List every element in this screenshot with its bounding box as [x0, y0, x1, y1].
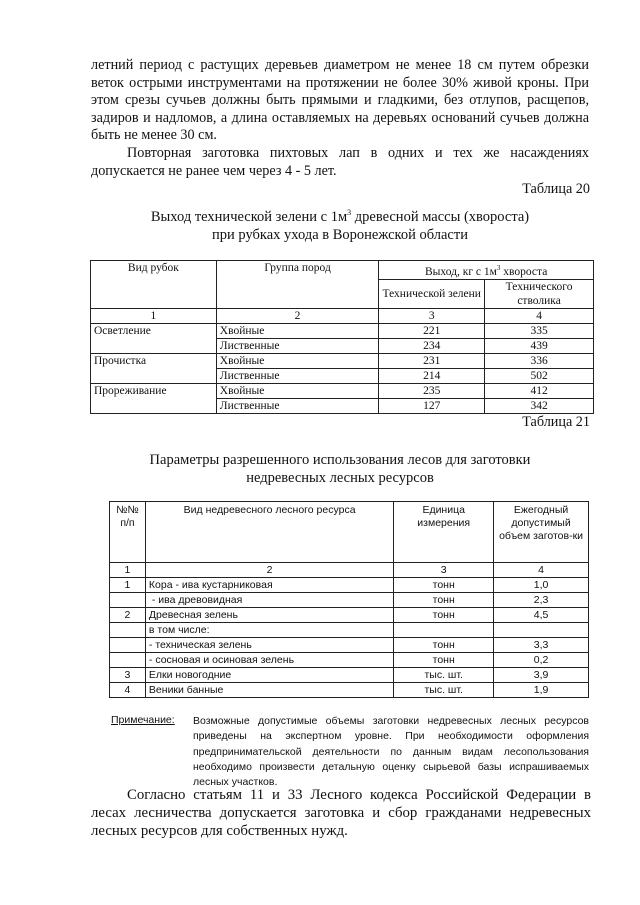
table21-num-1: 1	[110, 563, 146, 578]
table21-unit-cell: тонн	[394, 578, 494, 593]
table20-title	[60, 208, 620, 244]
table21-volume-cell: 4,5	[494, 608, 589, 623]
table21-num-cell: 3	[110, 668, 146, 683]
table20-num-4: 4	[485, 308, 594, 323]
table21-name-cell: в том числе:	[145, 623, 393, 638]
table21	[109, 501, 589, 698]
table20-cut-cell: Прочистка	[91, 353, 217, 383]
repeat-harvest-paragraph: Повторная заготовка пихтовых лап в одних и тех же насаждениях допускается не ранее чем через 4 - 5 лет.	[91, 145, 589, 179]
table21-volume-cell: 3,9	[494, 668, 589, 683]
table20-cut-cell: Прореживание	[91, 383, 217, 413]
table21-title-line2: недревесных лесных ресурсов	[246, 470, 434, 486]
table-row	[91, 323, 594, 338]
table21-header-volume: Ежегодный допустимый объем заготов-ки	[494, 502, 589, 563]
table20-green-cell: 214	[379, 368, 485, 383]
table20-header-green: Технической зелени	[379, 279, 485, 308]
table21-header-num: №№ п/п	[110, 502, 146, 563]
table21-header-row	[110, 502, 589, 563]
table21-num-4: 4	[494, 563, 589, 578]
table20-stem-cell: 335	[485, 323, 594, 338]
table20-group-cell: Лиственные	[216, 368, 379, 383]
table21-name-cell: - техническая зелень	[145, 638, 393, 653]
table21-num-cell: 1	[110, 578, 146, 593]
table21-name-cell: Веники банные	[145, 683, 393, 698]
table21-header-resource: Вид недревесного лесного ресурса	[145, 502, 393, 563]
table20-header-group: Группа пород	[216, 261, 379, 309]
table-row	[110, 638, 589, 653]
table20-num-3: 3	[379, 308, 485, 323]
table21-name-cell: - ива древовидная	[145, 593, 393, 608]
table21-name-cell: Кора - ива кустарниковая	[145, 578, 393, 593]
table-row	[110, 608, 589, 623]
table20-group-cell: Хвойные	[216, 323, 379, 338]
table21-num-cell	[110, 593, 146, 608]
intro-paragraph: летний период с растущих деревьев диаметром не менее 18 см путем обрезки веток острыми инструментами на протяжении не более 30% живой кроны. При этом срезы сучьев должны быть прямыми и гладкими, без отлупов, расщепов, задиров и надломов, а длина оставляемых на деревьях оснований сучьев должна быть не менее 30 см.	[91, 57, 589, 143]
table20-title-line1: Выход технической зелени с $1м^3$ древесной массы (хвороста)	[150, 208, 530, 225]
table-row	[110, 593, 589, 608]
table20-group-cell: Хвойные	[216, 383, 379, 398]
table21-volume-cell: 0,2	[494, 653, 589, 668]
table21-volume-cell: 3,3	[494, 638, 589, 653]
table-row	[110, 683, 589, 698]
table21-unit-cell: тонн	[394, 593, 494, 608]
table21-unit-cell: тонн	[394, 638, 494, 653]
table21-num-cell: 2	[110, 608, 146, 623]
note-text: Возможные допустимые объемы заготовки недревесных лесных ресурсов приведены на экспертном уровне. При необходимости оформления предпринимательской деятельности по данным видам лесопользования необходимо произвести детальную оценку сырьевой базы испрашиваемых лесных участков.	[193, 715, 589, 789]
table21-name-cell: - сосновая и осиновая зелень	[145, 653, 393, 668]
note-label: Примечание:	[111, 714, 175, 726]
table20-header-output: Выход, кг с $1м^3$ хвороста	[379, 261, 594, 280]
table20-header-cut: Вид рубок	[91, 261, 217, 309]
table21-title	[60, 451, 620, 487]
table-row	[110, 668, 589, 683]
table20-green-cell: 127	[379, 398, 485, 413]
table20-stem-cell: 502	[485, 368, 594, 383]
table21-unit-cell: тонн	[394, 653, 494, 668]
table21-num-cell	[110, 638, 146, 653]
table20-header-row	[91, 261, 594, 280]
table-row	[110, 578, 589, 593]
table21-title-line1: Параметры разрешенного использования лесов для заготовки	[149, 452, 531, 468]
closing-paragraph: Согласно статьям 11 и 33 Лесного кодекса Российской Федерации в лесах лесничества допускается заготовка и сбор гражданами недревесных лесных ресурсов для собственных нужд.	[91, 787, 591, 839]
table20-green-cell: 234	[379, 338, 485, 353]
table20-green-cell: 235	[379, 383, 485, 398]
table21-header-unit: Единица измерения	[394, 502, 494, 563]
table20-num-2: 2	[216, 308, 379, 323]
table20-green-cell: 221	[379, 323, 485, 338]
table21-unit-cell: тыс. шт.	[394, 683, 494, 698]
table21-volume-cell: 2,3	[494, 593, 589, 608]
table21-num-cell: 4	[110, 683, 146, 698]
table21-volume-cell: 1,0	[494, 578, 589, 593]
table21-unit-cell: тыс. шт.	[394, 668, 494, 683]
table20-stem-cell: 439	[485, 338, 594, 353]
table21-unit-cell	[394, 623, 494, 638]
table20-stem-cell: 342	[485, 398, 594, 413]
table21-name-cell: Елки новогодние	[145, 668, 393, 683]
table-row	[91, 353, 594, 368]
table-row	[91, 383, 594, 398]
table20-green-cell: 231	[379, 353, 485, 368]
table20-num-1: 1	[91, 308, 217, 323]
table21-num-2: 2	[145, 563, 393, 578]
table21-name-cell: Древесная зелень	[145, 608, 393, 623]
table-row	[110, 623, 589, 638]
table20-stem-cell: 412	[485, 383, 594, 398]
table20-stem-cell: 336	[485, 353, 594, 368]
table21-num-cell	[110, 623, 146, 638]
table20-group-cell: Хвойные	[216, 353, 379, 368]
table20-header-stem: Технического стволика	[485, 279, 594, 308]
table20-cut-cell: Осветление	[91, 323, 217, 353]
table21-num-3: 3	[394, 563, 494, 578]
table21-unit-cell: тонн	[394, 608, 494, 623]
table20-group-cell: Лиственные	[216, 398, 379, 413]
table20-label: Таблица 20	[522, 181, 590, 197]
table21-volume-cell	[494, 623, 589, 638]
table-row	[110, 653, 589, 668]
table21-label: Таблица 21	[522, 414, 590, 430]
table20-title-line2: при рубках ухода в Воронежской области	[212, 227, 468, 243]
table20	[90, 260, 594, 414]
table20-group-cell: Лиственные	[216, 338, 379, 353]
table21-number-row	[110, 563, 589, 578]
table20-number-row	[91, 308, 594, 323]
table21-num-cell	[110, 653, 146, 668]
table21-volume-cell: 1,9	[494, 683, 589, 698]
